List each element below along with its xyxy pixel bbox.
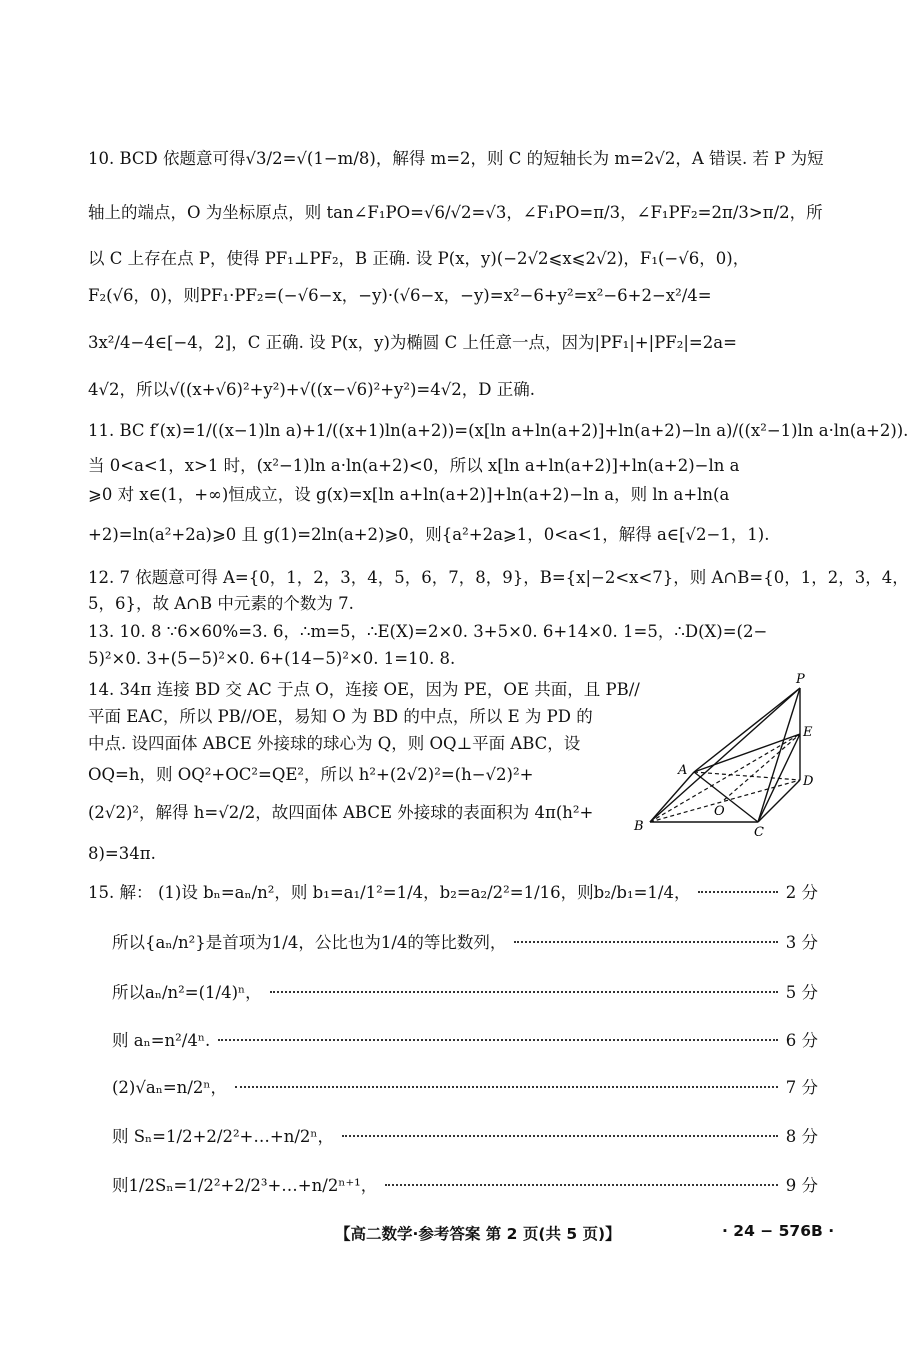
label-C: C: [754, 825, 764, 840]
score-row-text: 所以aₙ/n²=(1/4)ⁿ，: [112, 983, 262, 1002]
answer-line-p11b: 当 0<a<1，x>1 时，(x²−1)ln a·ln(a+2)<0，所以 x[ln a+ln(a+2)]+ln(a+2)−ln a: [88, 456, 740, 475]
footer-code: · 24 − 576B ·: [722, 1222, 835, 1240]
answer-line-p10e: 3x²/4−4∈[−4，2]，C 正确. 设 P(x，y)为椭圆 C 上任意一点，因为|PF₁|+|PF₂|=2a=: [88, 333, 737, 352]
answer-line-p11a: 11. BC f′(x)=1/((x−1)ln a)+1/((x+1)ln(a+2))=(x[ln a+ln(a+2)]+ln(a+2)−ln a)/((x²−1)ln a·ln(a+2)).: [88, 421, 909, 440]
score-points: 5 分: [785, 983, 818, 1002]
footer-title: 【高二数学·参考答案 第 2 页(共 5 页)】: [335, 1225, 621, 1243]
score-points: 9 分: [785, 1176, 818, 1195]
answer-line-p14b: 平面 EAC，所以 PB//OE，易知 O 为 BD 的中点，所以 E 为 PD 的: [88, 707, 593, 726]
answer-line-p11d: +2)=ln(a²+2a)⩾0 且 g(1)=2ln(a+2)⩾0，则{a²+2a⩾1，0<a<1，解得 a∈[√2−1，1).: [88, 525, 770, 544]
score-row: [112, 1028, 818, 1054]
edge-OE: [724, 734, 800, 800]
answer-line-p14a: 14. 34π 连接 BD 交 AC 于点 O，连接 OE，因为 PE，OE 共面，且 PB//: [88, 680, 640, 699]
score-points: 6 分: [785, 1031, 818, 1050]
score-row-text: 所以{aₙ/n²}是首项为1/4，公比也为1/4的等比数列，: [112, 933, 507, 952]
label-E: E: [803, 725, 813, 740]
score-row: [112, 1173, 818, 1199]
score-row: [158, 880, 818, 906]
answer-line-p14f: 8)=34π.: [88, 844, 156, 863]
answer-line-p13b: 5)²×0. 3+(5−5)²×0. 6+(14−5)²×0. 1=10. 8.: [88, 649, 456, 668]
answer-line-p10b: 轴上的端点，O 为坐标原点，则 tan∠F₁PO=√6/√2=√3，∠F₁PO=π/3，∠F₁PF₂=2π/3>π/2，所: [88, 203, 823, 222]
score-row: [112, 1124, 818, 1150]
answer-line-p11c: ⩾0 对 x∈(1，+∞)恒成立，设 g(x)=x[ln a+ln(a+2)]+ln(a+2)−ln a，则 ln a+ln(a: [88, 485, 730, 504]
edge-AB: [650, 772, 694, 822]
dot-leader: [218, 1039, 778, 1041]
score-row-text: 则1/2Sₙ=1/2²+2/2³+…+n/2ⁿ⁺¹，: [112, 1176, 378, 1195]
label-A: A: [678, 763, 688, 778]
answer-line-p13a: 13. 10. 8 ∵6×60%=3. 6，∴m=5，∴E(X)=2×0. 3+5×0. 6+14×0. 1=5，∴D(X)=(2−: [88, 622, 768, 641]
score-row-text: 则 Sₙ=1/2+2/2²+…+n/2ⁿ，: [112, 1127, 335, 1146]
score-points: 2 分: [785, 883, 818, 902]
score-row-text: (1)设 bₙ=aₙ/n²，则 b₁=a₁/1²=1/4，b₂=a₂/2²=1/16，则b₂/b₁=1/4，: [158, 883, 691, 902]
dot-leader: [342, 1135, 778, 1137]
label-D: D: [803, 774, 814, 789]
answer-line-p12a: 12. 7 依题意可得 A={0，1，2，3，4，5，6，7，8，9}，B={x|−2<x<7}，则 A∩B={0，1，2，3，4，: [88, 568, 909, 587]
score-points: 8 分: [785, 1127, 818, 1146]
score-row-text: (2)√aₙ=n/2ⁿ，: [112, 1078, 228, 1097]
pyramid-figure: [628, 672, 818, 840]
score-row: [112, 930, 818, 956]
edge-PA: [694, 688, 800, 772]
answer-line-p14e: (2√2)²，解得 h=√2/2，故四面体 ABCE 外接球的表面积为 4π(h²+: [88, 803, 594, 822]
dot-leader: [698, 891, 777, 893]
score-row: [112, 1075, 818, 1101]
score-row-text: 则 aₙ=n²/4ⁿ.: [112, 1031, 211, 1050]
answer-line-p10a: 10. BCD 依题意可得√3/2=√(1−m/8)，解得 m=2，则 C 的短轴长为 m=2√2，A 错误. 若 P 为短: [88, 149, 824, 168]
score-points: 3 分: [785, 933, 818, 952]
dot-leader: [514, 941, 777, 943]
q15-head: 15. 解：: [88, 883, 153, 902]
label-B: B: [634, 819, 644, 834]
edge-AD: [694, 772, 800, 780]
dot-leader: [235, 1086, 778, 1088]
answer-line-p10f: 4√2，所以√((x+√6)²+y²)+√((x−√6)²+y²)=4√2，D 正确.: [88, 380, 535, 399]
answer-line-p14d: OQ=h，则 OQ²+OC²=QE²，所以 h²+(2√2)²=(h−√2)²+: [88, 765, 534, 784]
score-points: 7 分: [785, 1078, 818, 1097]
label-O: O: [714, 804, 725, 819]
dot-leader: [385, 1184, 777, 1186]
score-row: [112, 980, 818, 1006]
answer-line-p14c: 中点. 设四面体 ABCE 外接球的球心为 Q，则 OQ⊥平面 ABC，设: [88, 734, 581, 753]
answer-line-p10c: 以 C 上存在点 P，使得 PF₁⊥PF₂，B 正确. 设 P(x，y)(−2√2⩽x⩽2√2)，F₁(−√6，0)，: [88, 249, 750, 268]
label-P: P: [796, 672, 805, 687]
answer-line-p10d: F₂(√6，0)，则PF₁·PF₂=(−√6−x，−y)·(√6−x，−y)=x²−6+y²=x²−6+2−x²/4=: [88, 286, 712, 305]
dot-leader: [270, 991, 778, 993]
answer-line-p12b: 5，6}，故 A∩B 中元素的个数为 7.: [88, 594, 354, 613]
